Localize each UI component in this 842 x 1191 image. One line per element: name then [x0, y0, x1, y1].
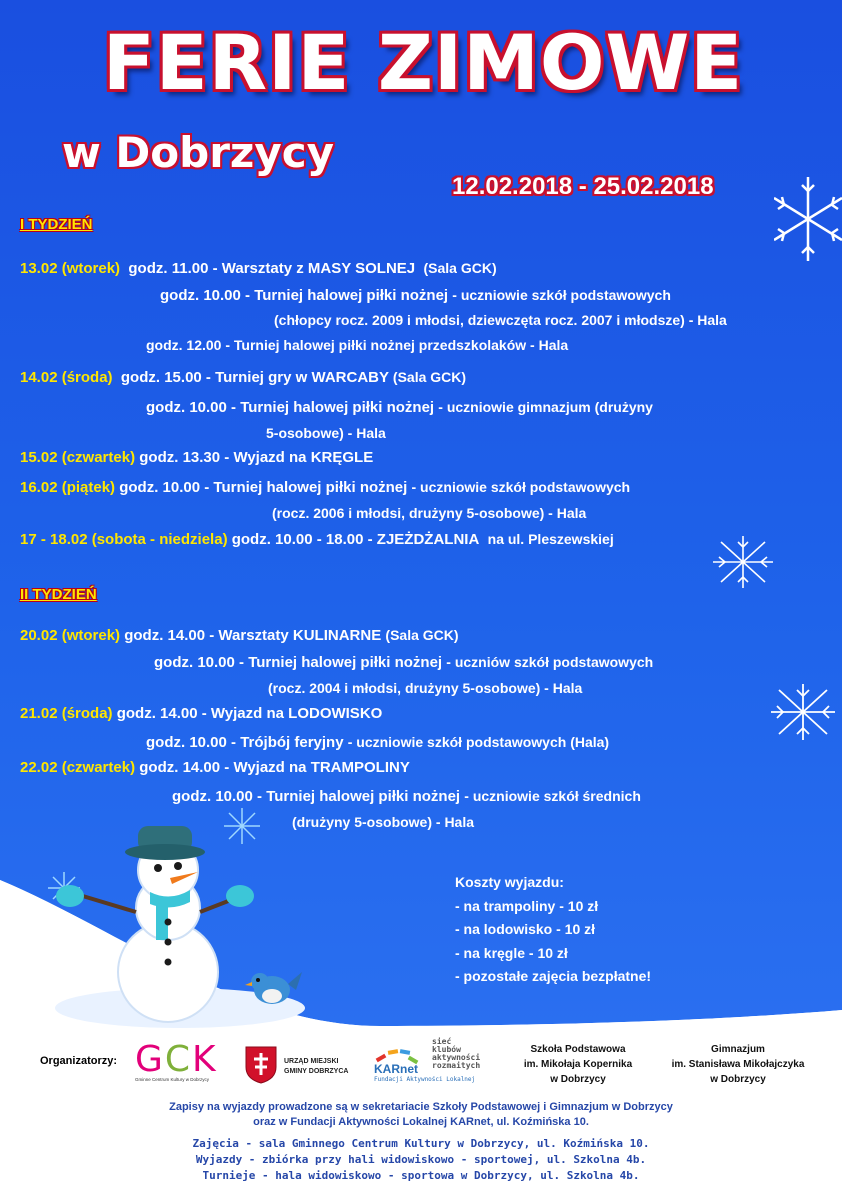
schedule-highlight: MASY SOLNEJ: [307, 260, 416, 277]
schedule-text: (rocz. 2004 i młodsi, drużyny 5-osobowe) - Hala: [268, 680, 583, 696]
schedule-day: 21.02 (środa): [20, 705, 113, 722]
footer-line: oraz w Fundacji Aktywności Lokalnej KARnet, ul. Koźmińska 10.: [253, 1116, 589, 1128]
schedule-highlight: KULINARNE: [292, 627, 382, 644]
karnet-subtitle: Fundacji Aktywności Lokalnej: [374, 1076, 476, 1083]
footer-line: Wyjazdy - zbiórka przy hali widowiskowo - sportowej, ul. Szkolna 4b.: [195, 1153, 647, 1166]
schedule-text: godz. 10.00 - Trójbój feryjny: [146, 734, 344, 751]
schedule-text: (Sala GCK): [423, 260, 497, 276]
gck-subtitle: Gminne Centrum Kultury w Dobrzycy: [135, 1077, 210, 1082]
schedule-text: (chłopcy rocz. 2009 i młodsi, dziewczęta rocz. 2007 i młodsze) - Hala: [274, 312, 727, 328]
um-line: URZĄD MIEJSKI: [284, 1058, 339, 1065]
karnet-word: KARnet: [374, 1062, 418, 1076]
schedule-text: godz. 14.00 - Wyjazd na: [116, 705, 284, 722]
schedule-text: (Sala GCK): [392, 369, 467, 385]
snowflake-icon: [710, 534, 776, 590]
schedule-line: [146, 732, 609, 753]
cost-item: - na lodowisko - 10 zł: [455, 921, 596, 937]
schedule-text: godz. 10.00 - Turniej halowej piłki nożnej: [146, 399, 435, 416]
schedule-line: [292, 812, 474, 832]
cost-item: - pozostałe zajęcia bezpłatne!: [455, 968, 652, 984]
schedule-text: - uczniów szkół podstawowych: [446, 654, 654, 670]
schedule-text: godz. 13.30 - Wyjazd na: [139, 449, 307, 466]
schedule-text: - uczniowie szkół podstawowych: [411, 479, 631, 495]
schedule-text: (drużyny 5-osobowe) - Hala: [292, 814, 475, 830]
schedule-highlight: LODOWISKO: [288, 705, 383, 722]
gck-letter: G: [135, 1039, 165, 1080]
schedule-text: godz. 11.00 - Warsztaty z: [128, 260, 304, 277]
snowflake-icon: [768, 682, 838, 742]
karnet-text: sieć: [432, 1037, 452, 1046]
schedule-text: godz. 12.00 - Turniej halowej piłki nożnej przedszkolaków - Hala: [146, 337, 569, 353]
schedule-line: [272, 503, 586, 523]
costs-title: Koszty wyjazdu:: [455, 874, 564, 890]
page-title: FERIE ZIMOWE: [102, 18, 744, 107]
schedule-day: 14.02 (środa): [20, 369, 113, 386]
school-line: w Dobrzycy: [550, 1074, 606, 1085]
schedule-text: godz. 10.00 - Turniej halowej piłki nożnej: [154, 654, 443, 671]
schedule-day: 22.02 (czwartek): [20, 759, 136, 776]
footer-line: Zapisy na wyjazdy prowadzone są w sekretariacie Szkoły Podstawowej i Gimnazjum w Dobrzycy: [169, 1101, 673, 1113]
schedule-highlight: TRAMPOLINY: [310, 759, 410, 776]
schedule-text: godz. 15.00 - Turniej gry w: [120, 369, 308, 386]
schedule-text: na ul. Pleszewskiej: [487, 531, 614, 547]
school-line: w Dobrzycy: [710, 1074, 766, 1085]
schedule-text: (rocz. 2006 i młodsi, drużyny 5-osobowe) - Hala: [272, 505, 587, 521]
karnet-logo: [372, 1038, 504, 1088]
footer-line: Zajęcia - sala Gminnego Centrum Kultury w Dobrzycy, ul. Koźmińska 10.: [192, 1137, 650, 1150]
schedule-day: 17 - 18.02 (sobota - niedziela): [20, 531, 228, 548]
date-range: 12.02.2018 - 25.02.2018: [452, 173, 714, 200]
schedule-line: [20, 367, 466, 388]
schedule-text: godz. 10.00 - Turniej halowej piłki nożnej: [160, 287, 449, 304]
costs-box: [455, 871, 651, 989]
school-line: Gimnazjum: [711, 1044, 765, 1055]
schedule-day: 13.02 (wtorek): [20, 260, 121, 277]
schedule-text: godz. 10.00 - Turniej halowej piłki nożnej: [119, 479, 408, 496]
snowman-illustration: [40, 812, 310, 1028]
schedule-text: godz. 10.00 - Turniej halowej piłki nożnej: [172, 788, 461, 805]
schedule-text: godz. 14.00 - Wyjazd na: [139, 759, 307, 776]
schedule-highlight: ZJEŻDŻALNIA: [376, 531, 480, 548]
cost-item: - na trampoliny - 10 zł: [455, 897, 599, 914]
gck-letter: C: [164, 1039, 193, 1080]
footer-line: Turnieje - hala widowiskowo - sportowa w Dobrzycy, ul. Szkolna 4b.: [202, 1169, 640, 1182]
schedule-line: [20, 529, 614, 550]
footer-locations: [0, 1136, 842, 1184]
cost-item: - na kręgle - 10 zł: [455, 944, 568, 961]
schedule-line: [20, 477, 630, 498]
karnet-text: klubów: [432, 1045, 461, 1054]
schedule-text: (Sala GCK): [385, 627, 459, 643]
page-subtitle: w Dobrzycy: [62, 128, 335, 177]
schedule-text: - uczniowie gimnazjum (drużyny: [438, 399, 653, 415]
coat-of-arms-icon: [244, 1045, 278, 1085]
schedule-line: [20, 448, 373, 468]
footer-notice: [0, 1100, 842, 1130]
school-line: Szkoła Podstawowa: [530, 1044, 626, 1055]
schedule-text: - uczniowie szkół średnich: [464, 788, 641, 804]
schedule-line: [172, 786, 641, 807]
schedule-line: [20, 258, 497, 279]
schedule-line: [20, 758, 410, 778]
schedule-line: [160, 285, 671, 306]
school-gimnazjum: [668, 1042, 808, 1087]
schedule-highlight: WARCABY: [311, 369, 389, 386]
karnet-text: aktywności: [432, 1053, 481, 1062]
schedule-text: - uczniowie szkół podstawowych (Hala): [347, 734, 610, 750]
school-line: im. Mikołaja Kopernika: [523, 1059, 633, 1070]
snowflake-icon: [774, 174, 842, 264]
schedule-day: 20.02 (wtorek): [20, 627, 121, 644]
schedule-line: [274, 310, 727, 330]
um-line: GMINY DOBRZYCA: [284, 1068, 349, 1075]
week-1-heading: I TYDZIEŃ: [20, 216, 93, 233]
school-line: im. Stanisława Mikołajczyka: [671, 1059, 805, 1070]
schedule-text: - uczniowie szkół podstawowych: [452, 287, 671, 303]
schedule-line: [266, 423, 386, 443]
schedule-highlight: KRĘGLE: [310, 449, 374, 466]
school-primary: [516, 1042, 640, 1087]
schedule-text: 5-osobowe) - Hala: [266, 425, 386, 441]
schedule-text: godz. 10.00 - 18.00 -: [231, 531, 373, 548]
organizers-label: Organizatorzy:: [40, 1055, 118, 1067]
schedule-line: [20, 625, 459, 646]
schedule-line: [268, 678, 582, 698]
schedule-line: [20, 704, 382, 724]
gck-logo: [135, 1039, 235, 1082]
schedule-day: 15.02 (czwartek): [20, 449, 136, 466]
karnet-text: rozmaitych: [432, 1061, 481, 1070]
schedule-line: [146, 335, 568, 355]
schedule-text: godz. 14.00 - Warsztaty: [124, 627, 289, 644]
week-2-heading: II TYDZIEŃ: [20, 586, 97, 603]
schedule-line: [154, 652, 653, 673]
schedule-line: [146, 397, 653, 418]
gck-letter: K: [192, 1039, 218, 1080]
um-dobrzyca-logo: [244, 1045, 349, 1090]
schedule-day: 16.02 (piątek): [20, 479, 116, 496]
